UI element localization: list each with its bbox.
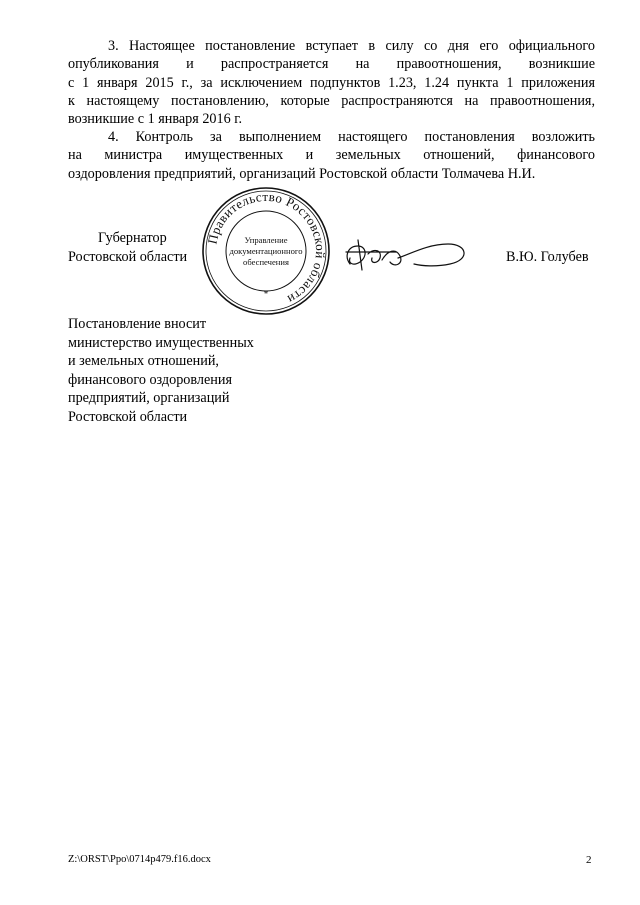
paragraph-3-line: 3. Настоящее постановление вступает в силу со дня его официального xyxy=(108,38,595,54)
note-line: финансового оздоровления xyxy=(68,371,233,388)
paragraph-4-line: оздоровления предприятий, организаций Ростовской области Толмачева Н.И. xyxy=(68,165,536,182)
paragraph-4 xyxy=(68,128,595,183)
note-line: министерство имущественных xyxy=(68,334,254,351)
paragraph-3-line: к настоящему постановлению, которые распространяются на правоотношения, xyxy=(68,92,595,109)
page-number: 2 xyxy=(586,854,592,866)
note-line: и земельных отношений, xyxy=(68,353,219,370)
signatory-title-line2: Ростовской области xyxy=(68,249,188,265)
paragraph-3-line: опубликования и распространяется на правоотношения, возникшие xyxy=(68,56,595,73)
official-seal xyxy=(200,185,332,317)
signatory-title xyxy=(68,229,187,267)
note-line: предприятий, организаций xyxy=(68,390,230,407)
signatory-name: В.Ю. Голубев xyxy=(506,249,589,265)
note-line: Постановление вносит xyxy=(68,316,207,332)
seal-outer-text: Правительство Ростовской области xyxy=(204,188,329,308)
footer-file-path: Z:\ORST\Ppo\0714p479.f16.docx xyxy=(68,854,211,865)
seal-inner-line: обеспечения xyxy=(243,257,289,267)
seal-inner-line: документационного xyxy=(229,246,303,256)
seal-inner-line: Управление xyxy=(244,235,288,245)
handwritten-signature xyxy=(338,234,478,278)
paragraph-4-line: на министра имущественных и земельных отношений, финансового xyxy=(68,147,595,164)
submitted-by-note xyxy=(68,315,254,427)
paragraph-3-line: с 1 января 2015 г., за исключением подпунктов 1.23, 1.24 пункта 1 приложения xyxy=(68,74,595,91)
paragraph-3 xyxy=(68,37,595,128)
paragraph-4-line: 4. Контроль за выполнением настоящего постановления возложить xyxy=(108,129,595,145)
paragraph-3-line: возникшие с 1 января 2016 г. xyxy=(68,111,243,128)
signatory-title-line1: Губернатор xyxy=(98,230,167,246)
seal-star-icon: * xyxy=(263,289,269,299)
note-line: Ростовской области xyxy=(68,408,188,425)
